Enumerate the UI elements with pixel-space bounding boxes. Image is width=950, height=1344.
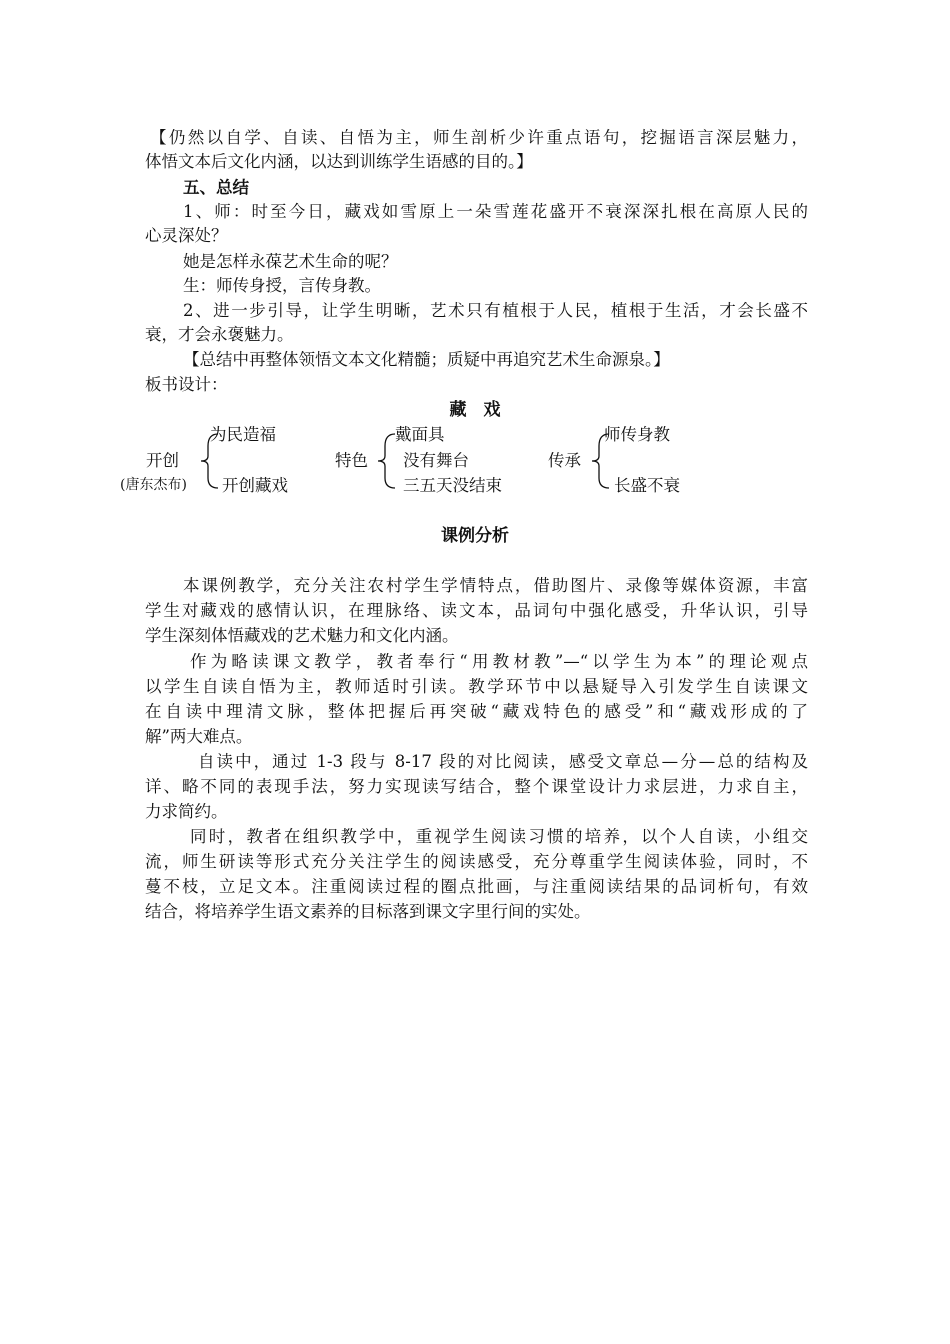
paragraph-line: 衰，才会永褒魅力。 [145, 325, 294, 344]
paragraph-line: 1、师：时至今日，藏戏如雪原上一朵雪莲花盛开不衰深深扎根在高原人民的 [183, 202, 808, 221]
paragraph-line: 以学生自读自悟为主，教师适时引读。教学环节中以悬疑导入引发学生自读课文 [145, 677, 808, 696]
paragraph-line: 生：师传身授，言传身教。 [183, 276, 381, 295]
paragraph-line: 学生深刻体悟藏戏的艺术魅力和文化内涵。 [145, 626, 459, 645]
board-group2-middle: 没有舞台 [403, 451, 469, 470]
board-group1-head: 开创 [146, 451, 179, 470]
paragraph-line: 心灵深处？ [145, 226, 228, 245]
analysis-title: 课例分析 [441, 526, 509, 546]
board-group3-top: 师传身教 [604, 425, 670, 444]
paragraph-line: 本课例教学，充分关注农村学生学情特点，借助图片、录像等媒体资源，丰富 [183, 576, 808, 595]
board-group2-top: 戴面具 [395, 425, 445, 444]
paragraph-line: 学生对藏戏的感情认识，在理脉络、读文本，品词句中强化感受，升华认识，引导 [145, 601, 808, 620]
paragraph-line: 同时，教者在组织教学中，重视学生阅读习惯的培养，以个人自读，小组交 [190, 827, 808, 846]
paragraph-line: 在自读中理清文脉，整体把握后再突破“藏戏特色的感受”和“藏戏形成的了 [145, 702, 808, 721]
board-label: 板书设计： [145, 375, 228, 394]
paragraph-line: 自读中，通过 1-3 段与 8-17 段的对比阅读，感受文章总—分—总的结构及 [198, 752, 808, 771]
board-group3-bottom: 长盛不衰 [614, 476, 680, 495]
board-group1-top: 为民造福 [210, 425, 276, 444]
paragraph-line: 她是怎样永葆艺术生命的呢？ [183, 252, 398, 271]
board-title: 藏 戏 [449, 400, 501, 420]
paragraph-line: 流，师生研读等形式充分关注学生的阅读感受，充分尊重学生阅读体验，同时，不 [145, 852, 808, 871]
board-group2-head: 特色 [335, 451, 368, 470]
board-group2-bottom: 三五天没结束 [403, 476, 502, 495]
paragraph-line: 结合，将培养学生语文素养的目标落到课文字里行间的实处。 [145, 902, 591, 921]
note-line: 体悟文本后文化内涵，以达到训练学生语感的目的。】 [145, 152, 533, 171]
note-line: 【仍然以自学、自读、自悟为主，师生剖析少许重点语句，挖掘语言深层魅力， [150, 128, 808, 147]
board-group1-sub: (唐东杰布) [120, 477, 187, 493]
paragraph-line: 2、进一步引导，让学生明晰，艺术只有植根于人民，植根于生活，才会长盛不 [183, 301, 808, 320]
paragraph-line: 蔓不枝，立足文本。注重阅读过程的圈点批画，与注重阅读结果的品词析句，有效 [145, 877, 808, 896]
paragraph-line: 力求简约。 [145, 802, 228, 821]
note-line: 【总结中再整体领悟文本文化精髓；质疑中再追究艺术生命源泉。】 [183, 350, 670, 369]
paragraph-line: 作为略读课文教学，教者奉行“用教材教”—“以学生为本”的理论观点 [190, 652, 808, 671]
paragraph-line: 解”两大难点。 [145, 727, 253, 746]
board-group1-bottom: 开创藏戏 [222, 476, 288, 495]
board-group3-head: 传承 [548, 451, 581, 470]
section-heading: 五、总结 [183, 178, 249, 197]
paragraph-line: 详、略不同的表现手法，努力实现读写结合，整个课堂设计力求层进，力求自主， [145, 777, 808, 796]
